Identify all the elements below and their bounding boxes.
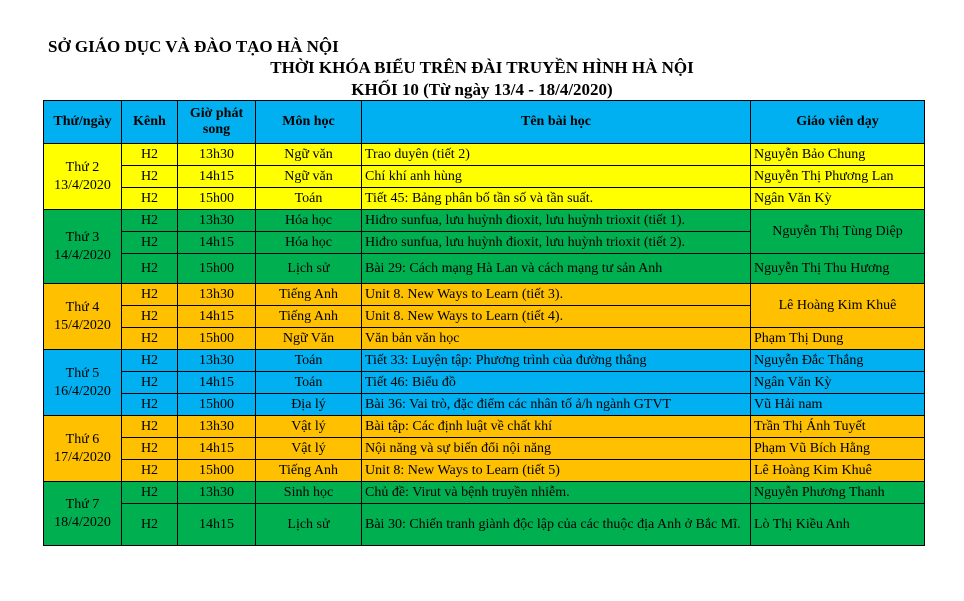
subject-cell: Ngữ Văn (256, 328, 362, 350)
header-teacher: Giáo viên dạy (751, 101, 925, 144)
teacher-cell: Lê Hoàng Kim Khuê (751, 284, 925, 328)
lesson-cell: Trao duyên (tiết 2) (362, 144, 751, 166)
lesson-cell: Unit 8. New Ways to Learn (tiết 3). (362, 284, 751, 306)
teacher-cell: Nguyễn Thị Phương Lan (751, 166, 925, 188)
table-row (44, 504, 925, 546)
day-cell: Thứ 7 18/4/2020 (44, 482, 122, 546)
channel-cell: H2 (122, 416, 178, 438)
subject-cell: Ngữ văn (256, 144, 362, 166)
table-row (44, 350, 925, 372)
subject-cell: Toán (256, 372, 362, 394)
teacher-cell: Nguyễn Bảo Chung (751, 144, 925, 166)
time-cell: 14h15 (178, 166, 256, 188)
time-cell: 15h00 (178, 254, 256, 284)
teacher-cell: Nguyễn Thị Thu Hương (751, 254, 925, 284)
table-row (44, 394, 925, 416)
subject-cell: Tiếng Anh (256, 284, 362, 306)
channel-cell: H2 (122, 460, 178, 482)
lesson-cell: Unit 8: New Ways to Learn (tiết 5) (362, 460, 751, 482)
subject-cell: Địa lý (256, 394, 362, 416)
subject-cell: Sinh học (256, 482, 362, 504)
table-row (44, 438, 925, 460)
day-cell: Thứ 3 14/4/2020 (44, 210, 122, 284)
schedule-title: THỜI KHÓA BIỂU TRÊN ĐÀI TRUYỀN HÌNH HÀ NỘI (270, 58, 694, 77)
subject-cell: Tiếng Anh (256, 306, 362, 328)
lesson-cell: Bài 36: Vai trò, đặc điểm các nhân tố ả/h ngành GTVT (362, 394, 751, 416)
header-lesson: Tên bài học (362, 101, 751, 144)
subject-cell: Toán (256, 350, 362, 372)
header-day: Thứ/ngày (44, 101, 122, 144)
subject-cell: Lịch sử (256, 254, 362, 284)
lesson-cell: Bài 29: Cách mạng Hà Lan và cách mạng tư sản Anh (362, 254, 751, 284)
table-row (44, 210, 925, 232)
subject-cell: Vật lý (256, 438, 362, 460)
lesson-cell: Chủ đề: Virut và bệnh truyền nhiễm. (362, 482, 751, 504)
time-cell: 13h30 (178, 144, 256, 166)
subject-cell: Lịch sử (256, 504, 362, 546)
time-cell: 15h00 (178, 328, 256, 350)
lesson-cell: Văn bản văn học (362, 328, 751, 350)
teacher-cell: Lò Thị Kiều Anh (751, 504, 925, 546)
teacher-cell: Ngân Văn Kỳ (751, 372, 925, 394)
time-cell: 13h30 (178, 416, 256, 438)
channel-cell: H2 (122, 372, 178, 394)
teacher-cell: Phạm Vũ Bích Hằng (751, 438, 925, 460)
table-row (44, 144, 925, 166)
subject-cell: Vật lý (256, 416, 362, 438)
teacher-cell: Nguyễn Thị Tùng Diệp (751, 210, 925, 254)
lesson-cell: Bài tập: Các định luật về chất khí (362, 416, 751, 438)
table-row (44, 372, 925, 394)
day-cell: Thứ 6 17/4/2020 (44, 416, 122, 482)
channel-cell: H2 (122, 144, 178, 166)
teacher-cell: Trần Thị Ánh Tuyết (751, 416, 925, 438)
time-cell: 14h15 (178, 306, 256, 328)
time-cell: 15h00 (178, 188, 256, 210)
time-cell: 13h30 (178, 210, 256, 232)
lesson-cell: Bài 30: Chiến tranh giành độc lập của các thuộc địa Anh ở Bắc Mĩ. (362, 504, 751, 546)
time-cell: 13h30 (178, 482, 256, 504)
schedule-subtitle: KHỐI 10 (Từ ngày 13/4 - 18/4/2020) (351, 80, 613, 99)
table-row (44, 328, 925, 350)
timetable (43, 100, 925, 546)
channel-cell: H2 (122, 350, 178, 372)
teacher-cell: Phạm Thị Dung (751, 328, 925, 350)
day-cell: Thứ 2 13/4/2020 (44, 144, 122, 210)
subject-cell: Toán (256, 188, 362, 210)
channel-cell: H2 (122, 482, 178, 504)
subject-cell: Hóa học (256, 210, 362, 232)
table-row (44, 188, 925, 210)
organization-name: SỞ GIÁO DỤC VÀ ĐÀO TẠO HÀ NỘI (48, 37, 339, 56)
channel-cell: H2 (122, 328, 178, 350)
header-subject: Môn học (256, 101, 362, 144)
lesson-cell: Nội năng và sự biến đổi nội năng (362, 438, 751, 460)
teacher-cell: Vũ Hải nam (751, 394, 925, 416)
channel-cell: H2 (122, 254, 178, 284)
channel-cell: H2 (122, 188, 178, 210)
lesson-cell: Hiđro sunfua, lưu huỳnh đioxit, lưu huỳnh trioxit (tiết 2). (362, 232, 751, 254)
channel-cell: H2 (122, 504, 178, 546)
lesson-cell: Hiđro sunfua, lưu huỳnh đioxit, lưu huỳnh trioxit (tiết 1). (362, 210, 751, 232)
lesson-cell: Tiết 33: Luyện tập: Phương trình của đường thẳng (362, 350, 751, 372)
table-row (44, 166, 925, 188)
lesson-cell: Chí khí anh hùng (362, 166, 751, 188)
day-cell: Thứ 4 15/4/2020 (44, 284, 122, 350)
channel-cell: H2 (122, 306, 178, 328)
subject-cell: Hóa học (256, 232, 362, 254)
time-cell: 14h15 (178, 438, 256, 460)
lesson-cell: Unit 8. New Ways to Learn (tiết 4). (362, 306, 751, 328)
time-cell: 14h15 (178, 504, 256, 546)
time-cell: 14h15 (178, 232, 256, 254)
time-cell: 13h30 (178, 284, 256, 306)
channel-cell: H2 (122, 166, 178, 188)
table-row (44, 416, 925, 438)
subject-cell: Tiếng Anh (256, 460, 362, 482)
day-cell: Thứ 5 16/4/2020 (44, 350, 122, 416)
teacher-cell: Ngân Văn Kỳ (751, 188, 925, 210)
lesson-cell: Tiết 46: Biểu đồ (362, 372, 751, 394)
subject-cell: Ngữ văn (256, 166, 362, 188)
teacher-cell: Nguyễn Đắc Thắng (751, 350, 925, 372)
time-cell: 14h15 (178, 372, 256, 394)
time-cell: 15h00 (178, 460, 256, 482)
channel-cell: H2 (122, 394, 178, 416)
header-channel: Kênh (122, 101, 178, 144)
time-cell: 13h30 (178, 350, 256, 372)
channel-cell: H2 (122, 284, 178, 306)
teacher-cell: Nguyễn Phương Thanh (751, 482, 925, 504)
table-row (44, 284, 925, 306)
teacher-cell: Lê Hoàng Kim Khuê (751, 460, 925, 482)
channel-cell: H2 (122, 232, 178, 254)
header-time: Giờ phát song (178, 101, 256, 144)
table-row (44, 254, 925, 284)
table-row (44, 460, 925, 482)
channel-cell: H2 (122, 438, 178, 460)
lesson-cell: Tiết 45: Bảng phân bố tần số và tần suất. (362, 188, 751, 210)
timetable-body (44, 144, 925, 546)
channel-cell: H2 (122, 210, 178, 232)
table-row (44, 482, 925, 504)
time-cell: 15h00 (178, 394, 256, 416)
